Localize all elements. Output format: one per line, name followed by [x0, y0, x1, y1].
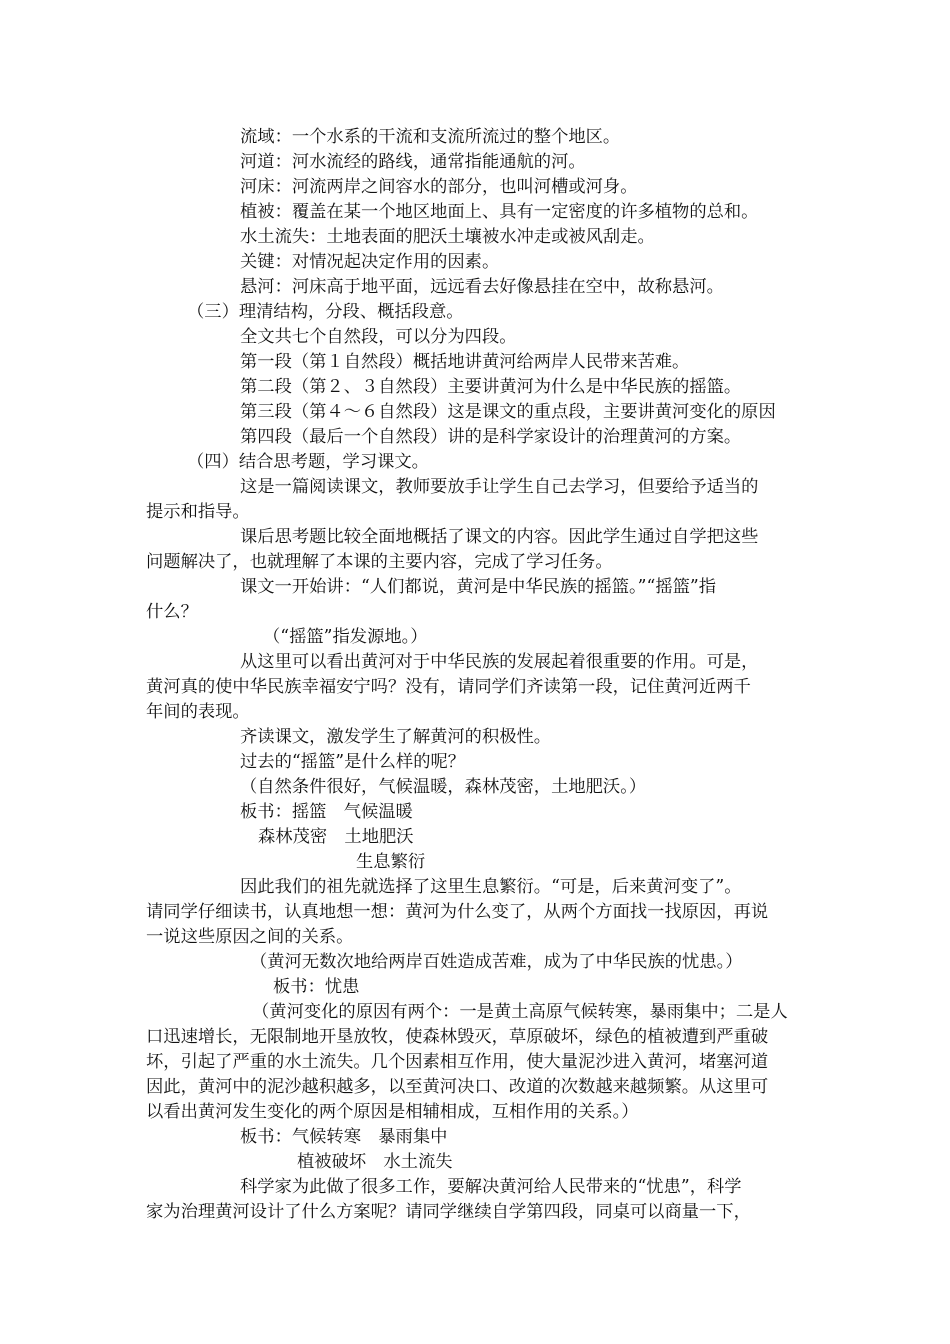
paragraph-line: 第二段（第２、３自然段）主要讲黄河为什么是中华民族的摇篮。 [240, 377, 742, 397]
paragraph-line: 过去的“摇篮”是什么样的呢？ [240, 752, 466, 772]
answer-line: 因此，黄河中的泥沙越积越多，以至黄河决口、改道的次数越来越频繁。从这里可 [146, 1077, 769, 1097]
section-heading-3: （三）理清结构，分段、概括段意。 [187, 302, 464, 322]
paragraph-line: 一说这些原因之间的关系。 [146, 927, 354, 947]
term-shuituliushi: 水土流失：土地表面的肥沃土壤被水冲走或被风刮走。 [240, 227, 655, 247]
paragraph-line: 家为治理黄河设计了什么方案呢？请同学继续自学第四段，同桌可以商量一下， [146, 1202, 751, 1222]
paragraph-line: 第三段（第４～６自然段）这是课文的重点段，主要讲黄河变化的原因 [240, 402, 776, 422]
paragraph-line: 齐读课文，激发学生了解黄河的积极性。 [240, 727, 552, 747]
paragraph-line: 黄河真的使中华民族幸福安宁吗？没有，请同学们齐读第一段，记住黄河近两千 [146, 677, 751, 697]
answer-line: （自然条件很好，气候温暖，森林茂密，土地肥沃。） [240, 777, 647, 797]
blackboard-line: 板书：摇篮 气候温暖 [240, 802, 413, 822]
paragraph-line: 课后思考题比较全面地概括了课文的内容。因此学生通过自学把这些 [240, 527, 759, 547]
paragraph-line: 年间的表现。 [146, 702, 250, 722]
answer-line: 口迅速增长，无限制地开垦放牧，使森林毁灭，草原破坏，绿色的植被遭到严重破 [146, 1027, 769, 1047]
blackboard-line: 植被破坏 水土流失 [297, 1152, 453, 1172]
answer-line: 以看出黄河发生变化的两个原因是相辅相成，互相作用的关系。） [146, 1102, 639, 1122]
answer-line: 坏，引起了严重的水土流失。几个因素相互作用，使大量泥沙进入黄河，堵塞河道 [146, 1052, 769, 1072]
blackboard-line: 板书：气候转寒 暴雨集中 [240, 1127, 448, 1147]
paragraph-line: 课文一开始讲：“人们都说，黄河是中华民族的摇篮。”“摇篮”指 [240, 577, 717, 597]
paragraph-line: 请同学仔细读书，认真地想一想：黄河为什么变了，从两个方面找一找原因，再说 [146, 902, 769, 922]
answer-line: （“摇篮”指发源地。） [263, 627, 428, 647]
section-heading-4: （四）结合思考题，学习课文。 [187, 452, 429, 472]
paragraph-line: 从这里可以看出黄河对于中华民族的发展起着很重要的作用。可是， [240, 652, 759, 672]
blackboard-line: 生息繁衍 [356, 852, 426, 872]
paragraph-line: 全文共七个自然段，可以分为四段。 [240, 327, 517, 347]
term-guanjian: 关键：对情况起决定作用的因素。 [240, 252, 500, 272]
term-liuyu: 流域：一个水系的干流和支流所流过的整个地区。 [240, 127, 621, 147]
term-xuanhe: 悬河：河床高于地平面，远远看去好像悬挂在空中，故称悬河。 [240, 277, 724, 297]
term-hedao: 河道：河水流经的路线，通常指能通航的河。 [240, 152, 586, 172]
blackboard-line: 森林茂密 土地肥沃 [258, 827, 414, 847]
paragraph-line: 问题解决了，也就理解了本课的主要内容，完成了学习任务。 [146, 552, 613, 572]
paragraph-line: 科学家为此做了很多工作，要解决黄河给人民带来的“忧患”，科学 [240, 1177, 742, 1197]
term-hechuang: 河床：河流两岸之间容水的部分，也叫河槽或河身。 [240, 177, 638, 197]
term-zhibei: 植被：覆盖在某一个地区地面上、具有一定密度的许多植物的总和。 [240, 202, 759, 222]
paragraph-line: 什么？ [146, 602, 198, 622]
answer-line: （黄河无数次地给两岸百姓造成苦难，成为了中华民族的忧患。） [250, 952, 743, 972]
answer-line: （黄河变化的原因有两个：一是黄土高原气候转寒，暴雨集中；二是人 [252, 1002, 788, 1022]
paragraph-line: 这是一篇阅读课文，教师要放手让学生自己去学习，但要给予适当的 [240, 477, 759, 497]
blackboard-line: 板书：忧患 [273, 977, 360, 997]
paragraph-line: 第一段（第１自然段）概括地讲黄河给两岸人民带来苦难。 [240, 352, 690, 372]
paragraph-line: 因此我们的祖先就选择了这里生息繁衍。“可是，后来黄河变了”。 [240, 877, 742, 897]
paragraph-line: 第四段（最后一个自然段）讲的是科学家设计的治理黄河的方案。 [240, 427, 742, 447]
paragraph-line: 提示和指导。 [146, 502, 250, 522]
